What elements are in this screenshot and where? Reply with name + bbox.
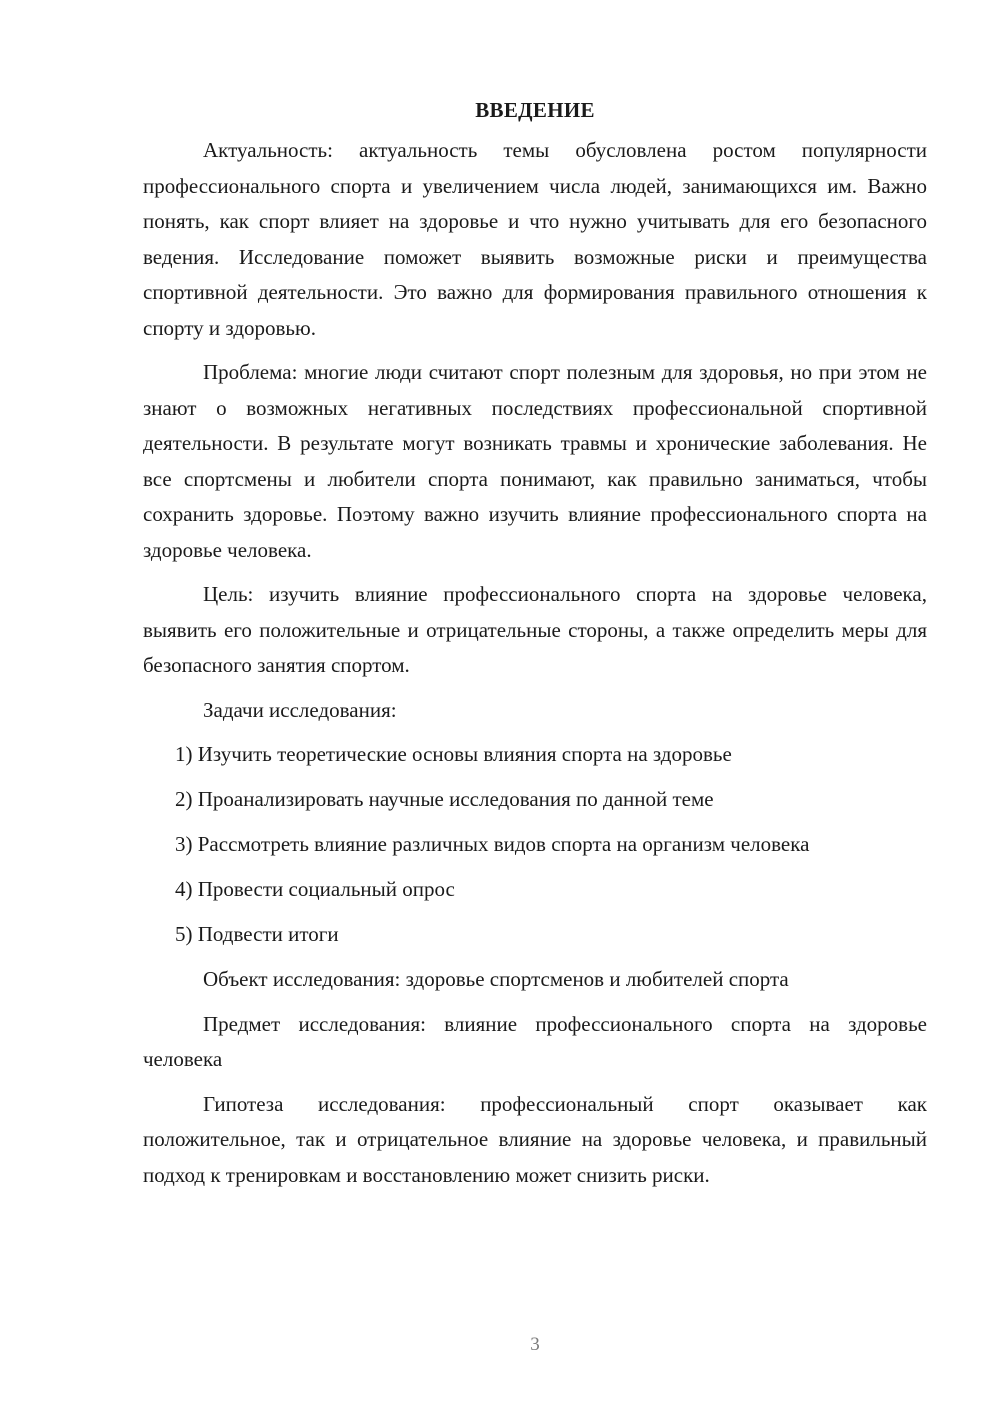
relevance-paragraph: Актуальность: актуальность темы обусловлена ростом популярности профессионального спорта и увеличением числа людей, занимающихся им. Важно понять, как спорт влияет на здоровье и что нужно учитывать для его безопасного ведения. Исследование поможет выявить возможные риски и преимущества спортивной деятельности. Это важно для формирования правильного отношения к спорту и здоровью. (143, 138, 927, 340)
page-number: 3 (530, 1334, 540, 1355)
task-item-5: 5) Подвести итоги (175, 922, 339, 946)
section-title: ВВЕДЕНИЕ (475, 98, 595, 122)
task-item-1: 1) Изучить теоретические основы влияния спорта на здоровье (175, 742, 732, 766)
object-paragraph: Объект исследования: здоровье спортсменов и любителей спорта (203, 967, 789, 991)
hypothesis-paragraph: Гипотеза исследования: профессиональный спорт оказывает как положительное, так и отрицательное влияние на здоровье человека, и правильный подход к тренировкам и восстановлению может снизить риски. (143, 1091, 927, 1187)
subject-paragraph: Предмет исследования: влияние профессионального спорта на здоровье человека (143, 1011, 927, 1071)
task-item-4: 4) Провести социальный опрос (175, 877, 455, 901)
task-item-2: 2) Проанализировать научные исследования по данной теме (175, 787, 714, 811)
task-item-3: 3) Рассмотреть влияние различных видов спорта на организм человека (175, 832, 810, 856)
tasks-heading: Задачи исследования: (203, 697, 397, 722)
document-page (143, 92, 927, 1202)
goal-paragraph: Цель: изучить влияние профессионального спорта на здоровье человека, выявить его положительные и отрицательные стороны, а также определить меры для безопасного занятия спортом. (143, 582, 927, 677)
problem-paragraph: Проблема: многие люди считают спорт полезным для здоровья, но при этом не знают о возможных негативных последствиях профессиональной спортивной деятельности. В результате могут возникать травмы и хронические заболевания. Не все спортсмены и любители спорта понимают, как правильно заниматься, чтобы сохранить здоровье. Поэтому важно изучить влияние профессионального спорта на здоровье человека. (143, 360, 927, 562)
tasks-list (143, 737, 927, 953)
